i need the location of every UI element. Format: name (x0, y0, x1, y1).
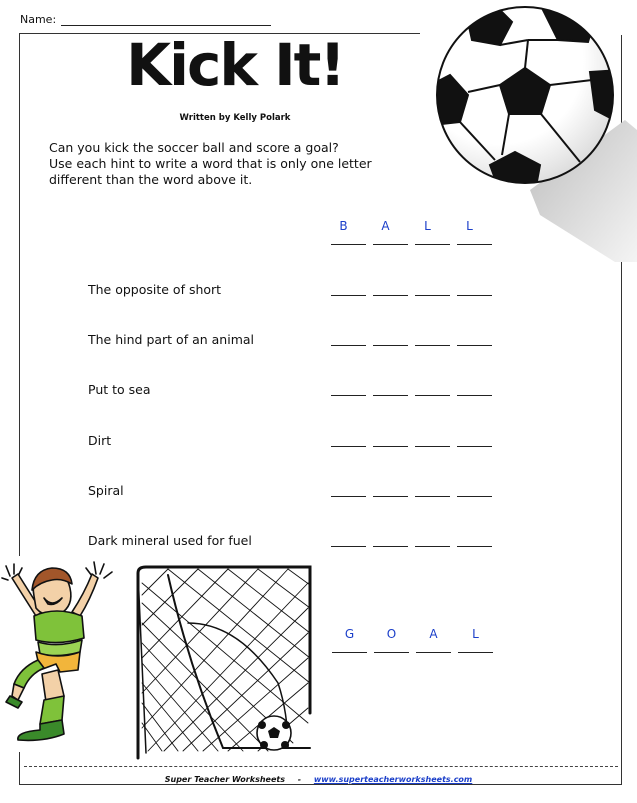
hint-text: Spiral (88, 483, 124, 498)
end-letter: L (472, 627, 479, 641)
answer-blank[interactable] (373, 295, 408, 296)
answer-blank[interactable] (415, 546, 450, 547)
letter-slot (458, 652, 493, 653)
ball-in-net (257, 716, 291, 750)
answer-blank[interactable] (373, 345, 408, 346)
footer-link[interactable]: www.superteacherworksheets.com (313, 775, 473, 784)
hint-text: Dark mineral used for fuel (88, 533, 252, 548)
footer (0, 775, 637, 784)
answer-blank[interactable] (457, 496, 492, 497)
letter-slot (373, 244, 408, 245)
answer-blank[interactable] (457, 395, 492, 396)
hint-text: The hind part of an animal (88, 332, 254, 347)
letter-slot (332, 652, 367, 653)
footer-brand: Super Teacher Worksheets (164, 775, 285, 784)
answer-blank[interactable] (331, 496, 366, 497)
end-letter: O (386, 627, 397, 641)
answer-blank[interactable] (331, 295, 366, 296)
footer-separator: - (297, 775, 302, 784)
hint-text: The opposite of short (88, 282, 222, 297)
answer-blank[interactable] (457, 446, 492, 447)
instruction-line: Use each hint to write a word that is only one letter (49, 156, 372, 171)
start-letter: A (381, 219, 390, 233)
answer-blank[interactable] (415, 395, 450, 396)
answer-blank[interactable] (373, 546, 408, 547)
answer-blank[interactable] (373, 446, 408, 447)
name-label: Name: (20, 13, 57, 26)
answer-blank[interactable] (373, 496, 408, 497)
end-letter: A (429, 627, 438, 641)
answer-blank[interactable] (415, 345, 450, 346)
answer-blank[interactable] (331, 345, 366, 346)
footer-divider (24, 766, 618, 767)
end-letter: G (344, 627, 355, 641)
letter-slot (331, 244, 366, 245)
letter-slot (457, 244, 492, 245)
letter-slot (416, 652, 451, 653)
answer-blank[interactable] (373, 395, 408, 396)
author-credit: Written by Kelly Polark (179, 113, 291, 123)
answer-blank[interactable] (457, 345, 492, 346)
answer-blank[interactable] (457, 295, 492, 296)
instructions (49, 140, 389, 188)
answer-blank[interactable] (415, 295, 450, 296)
answer-blank[interactable] (331, 446, 366, 447)
answer-blank[interactable] (331, 395, 366, 396)
answer-blank[interactable] (415, 496, 450, 497)
worksheet-title: Kick It! (126, 31, 344, 99)
soccer-goal-illustration (128, 563, 318, 763)
start-letter: L (424, 219, 431, 233)
letter-slot (374, 652, 409, 653)
start-letter: B (339, 219, 348, 233)
name-field[interactable] (61, 25, 271, 26)
answer-blank[interactable] (457, 546, 492, 547)
soccer-player-illustration (0, 556, 118, 752)
letter-slot (415, 244, 450, 245)
answer-blank[interactable] (331, 546, 366, 547)
answer-blank[interactable] (415, 446, 450, 447)
instruction-line: different than the word above it. (49, 172, 253, 187)
start-letter: L (466, 219, 473, 233)
instruction-line: Can you kick the soccer ball and score a goal? (49, 140, 339, 155)
hint-text: Put to sea (88, 382, 151, 397)
hint-text: Dirt (88, 433, 112, 448)
